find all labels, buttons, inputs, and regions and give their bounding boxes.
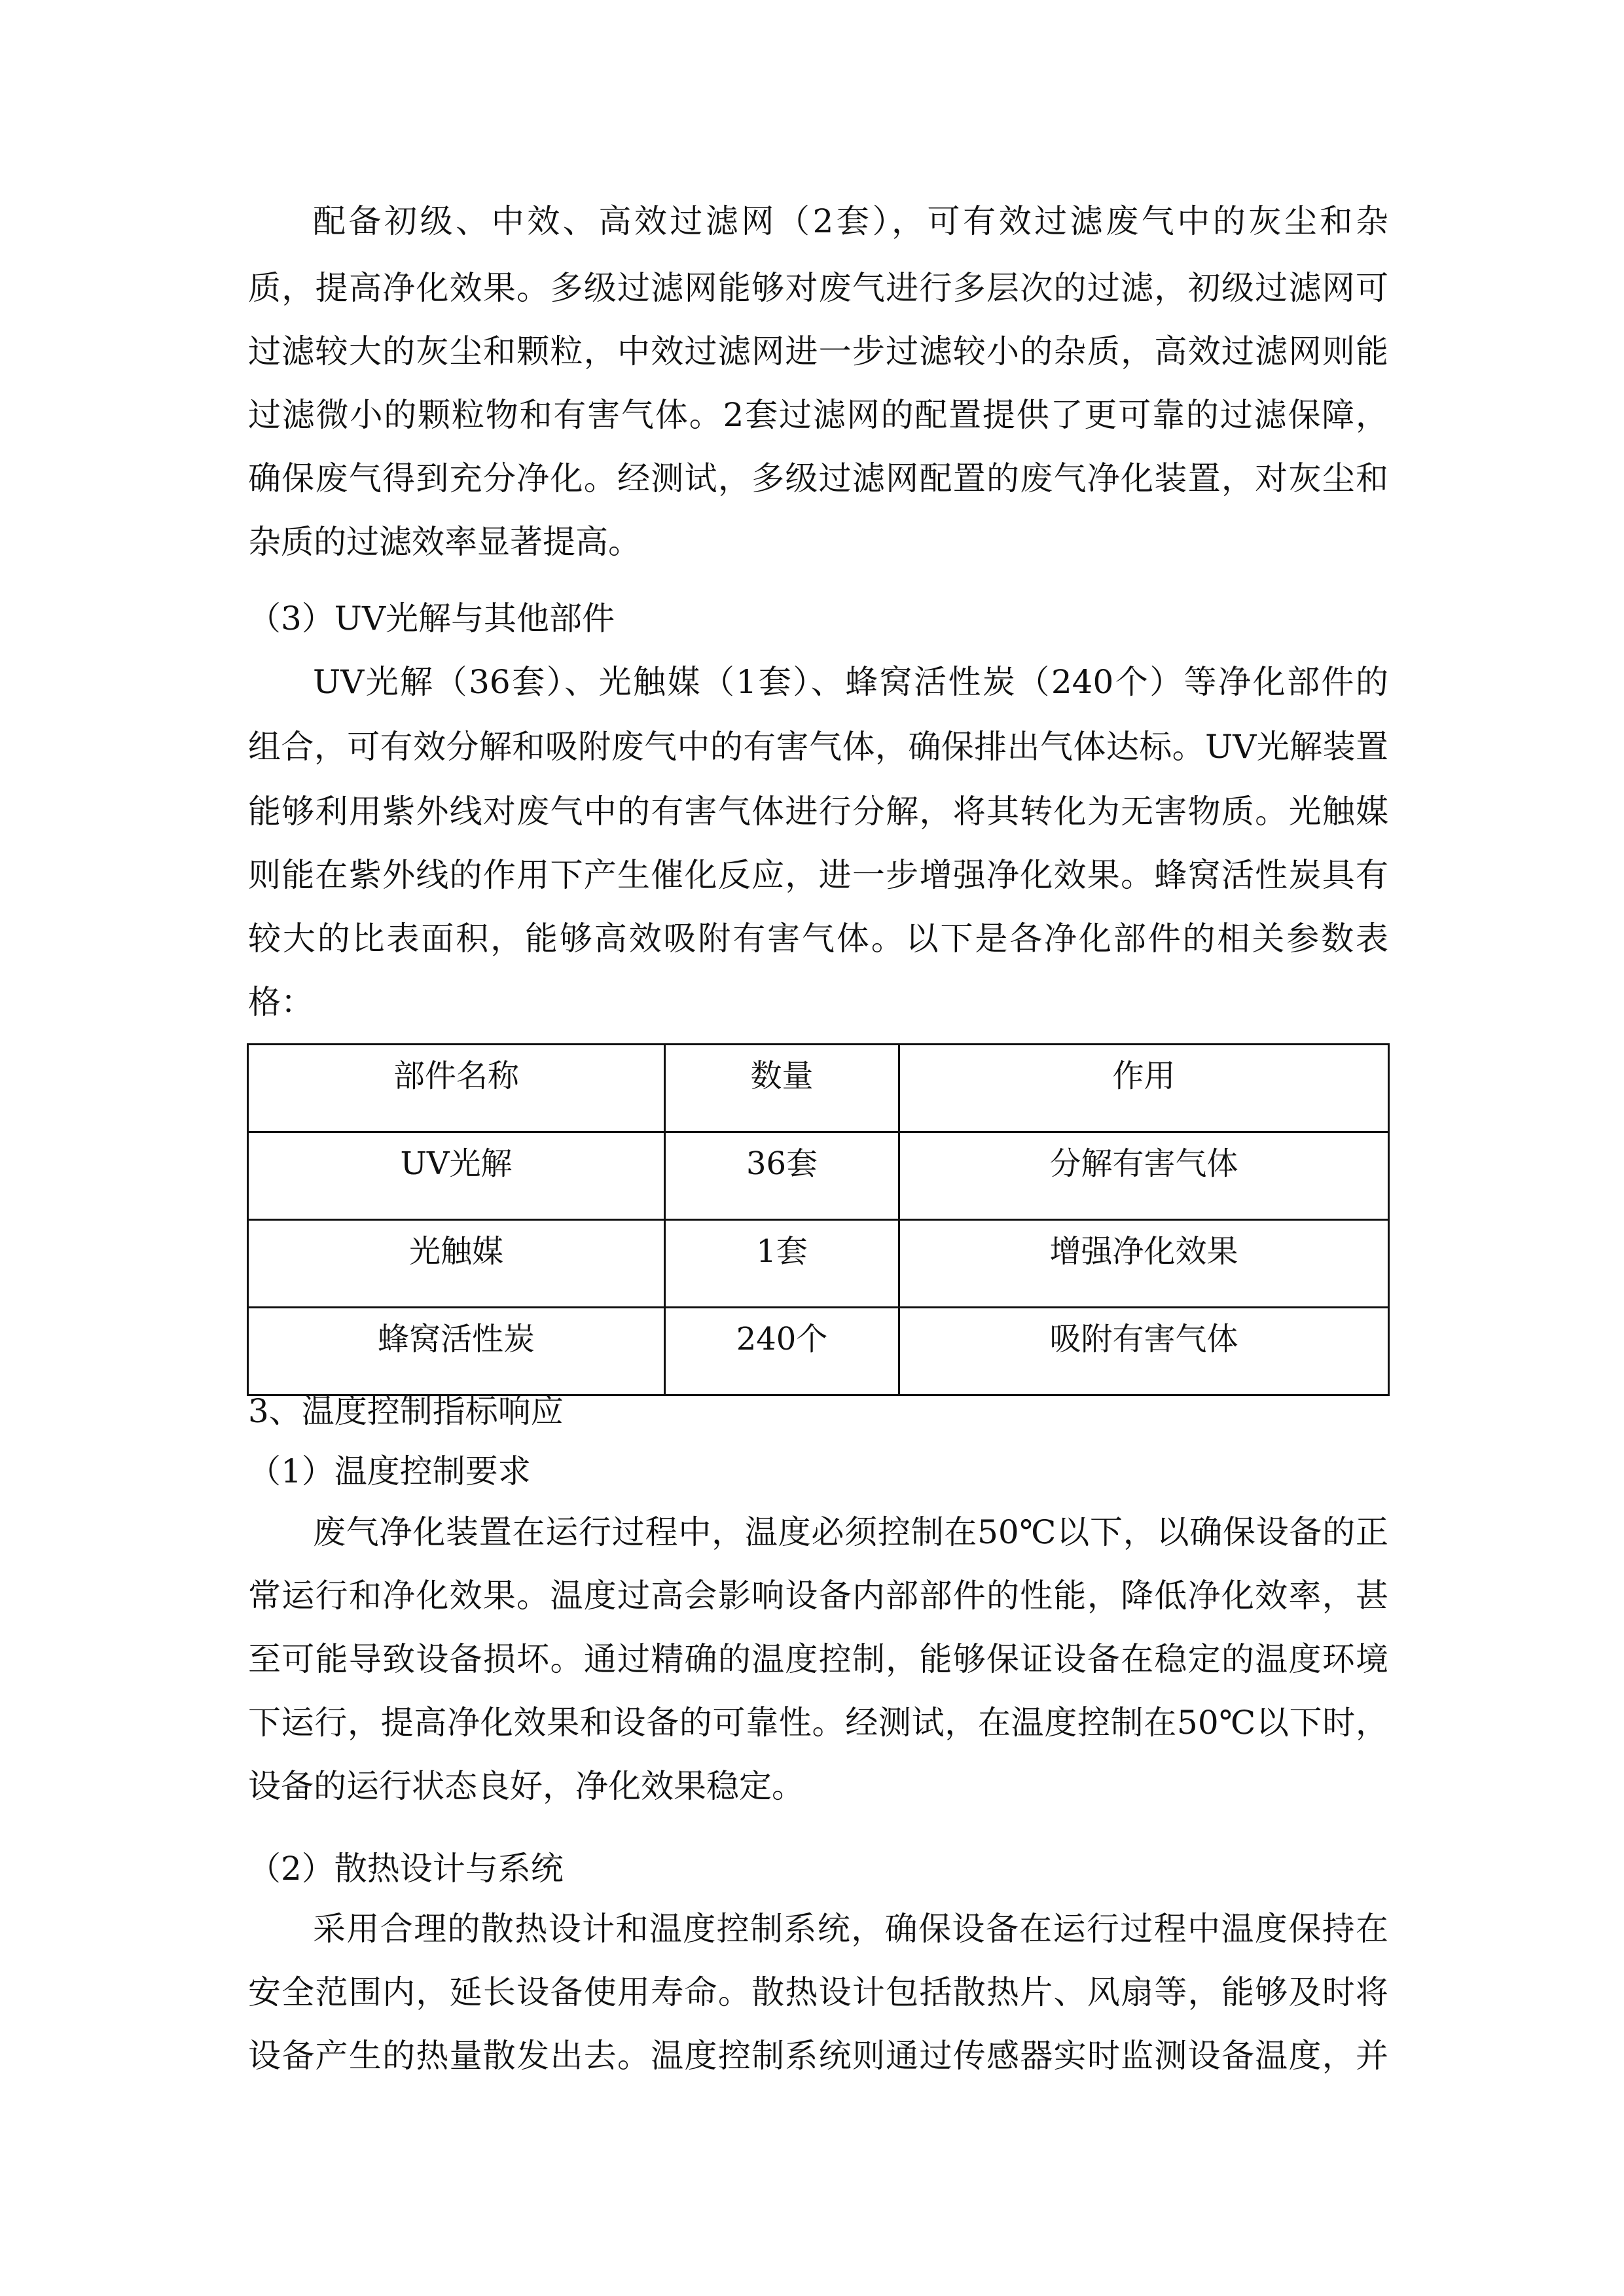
text-line: 能够利用紫外线对废气中的有害气体进行分解，将其转化为无害物质。光触媒	[248, 793, 1388, 831]
table-cell: 240个	[665, 1308, 899, 1395]
text-line: 确保废气得到充分净化。经测试，多级过滤网配置的废气净化装置，对灰尘和	[248, 459, 1388, 497]
text-line: 过滤较大的灰尘和颗粒，中效过滤网进一步过滤较小的杂质，高效过滤网则能	[248, 332, 1388, 370]
text-line: 杂质的过滤效率显著提高。	[248, 523, 641, 561]
text-line: 常运行和净化效果。温度过高会影响设备内部部件的性能，降低净化效率，甚	[248, 1577, 1388, 1615]
table-cell: 36套	[665, 1132, 899, 1220]
section-heading-temperature: 3、温度控制指标响应	[248, 1392, 564, 1430]
table-header-row	[248, 1045, 1389, 1132]
text-line: UV光解（36套）、光触媒（1套）、蜂窝活性炭（240个）等净化部件的	[313, 663, 1388, 701]
components-table	[247, 1043, 1390, 1396]
text-line: 设备产生的热量散发出去。温度控制系统则通过传感器实时监测设备温度，并	[248, 2037, 1388, 2075]
text-line: 格：	[248, 983, 314, 1021]
text-line: 至可能导致设备损坏。通过精确的温度控制，能够保证设备在稳定的温度环境	[248, 1640, 1388, 1678]
header-cell: 作用	[899, 1045, 1389, 1132]
text-line: 较大的比表面积，能够高效吸附有害气体。以下是各净化部件的相关参数表	[248, 920, 1388, 958]
text-line: 设备的运行状态良好，净化效果稳定。	[248, 1767, 804, 1805]
table-cell: 光触媒	[248, 1220, 665, 1308]
table-cell: 1套	[665, 1220, 899, 1308]
table-row	[248, 1132, 1389, 1220]
subheading-uv: （3）UV光解与其他部件	[248, 600, 615, 637]
header-cell: 数量	[665, 1045, 899, 1132]
table-cell: UV光解	[248, 1132, 665, 1220]
text-line: 则能在紫外线的作用下产生催化反应，进一步增强净化效果。蜂窝活性炭具有	[248, 856, 1388, 894]
table-cell: 分解有害气体	[899, 1132, 1389, 1220]
text-line: 采用合理的散热设计和温度控制系统，确保设备在运行过程中温度保持在	[313, 1910, 1388, 1948]
text-line: 配备初级、中效、高效过滤网（2套），可有效过滤废气中的灰尘和杂	[313, 202, 1388, 240]
table-row	[248, 1220, 1389, 1308]
text-line: 下运行，提高净化效果和设备的可靠性。经测试，在温度控制在50℃以下时，	[248, 1704, 1388, 1742]
header-cell: 部件名称	[248, 1045, 665, 1132]
text-line: 废气净化装置在运行过程中，温度必须控制在50℃以下，以确保设备的正	[313, 1513, 1388, 1551]
text-line: 安全范围内，延长设备使用寿命。散热设计包括散热片、风扇等，能够及时将	[248, 1973, 1388, 2011]
text-line: 过滤微小的颗粒物和有害气体。2套过滤网的配置提供了更可靠的过滤保障，	[248, 396, 1388, 434]
text-line: 质，提高净化效果。多级过滤网能够对废气进行多层次的过滤，初级过滤网可	[248, 269, 1388, 307]
table-cell: 增强净化效果	[899, 1220, 1389, 1308]
table-cell: 吸附有害气体	[899, 1308, 1389, 1395]
subheading-heat-dissipation: （2）散热设计与系统	[248, 1850, 564, 1888]
table-cell: 蜂窝活性炭	[248, 1308, 665, 1395]
subheading-temperature-requirement: （1）温度控制要求	[248, 1452, 531, 1490]
text-line: 组合，可有效分解和吸附废气中的有害气体，确保排出气体达标。UV光解装置	[248, 728, 1388, 766]
